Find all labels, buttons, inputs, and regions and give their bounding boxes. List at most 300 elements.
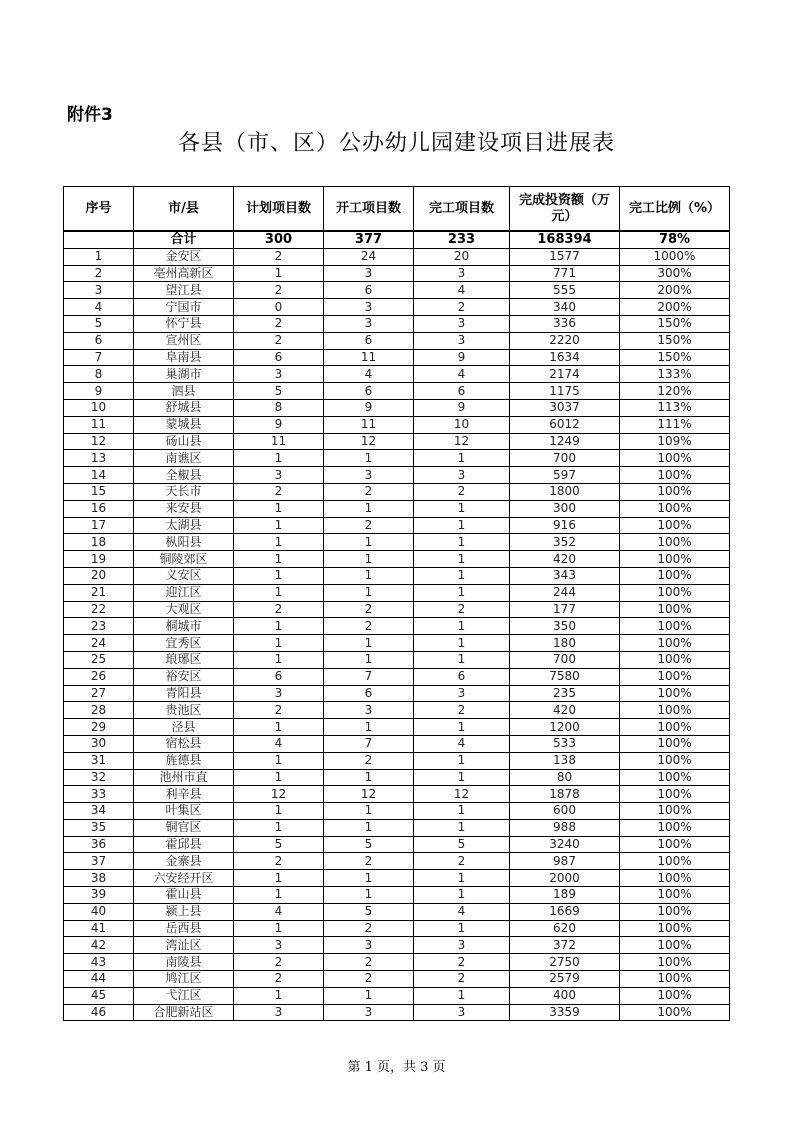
cell-planned: 1: [234, 450, 324, 467]
cell-planned: 2: [234, 282, 324, 299]
cell-ratio: 200%: [620, 282, 730, 299]
cell-county: 霍山县: [134, 887, 234, 904]
cell-started: 3: [324, 315, 414, 332]
cell-started: 9: [324, 399, 414, 416]
cell-started: 7: [324, 735, 414, 752]
table-row: [64, 332, 730, 349]
cell-completed: 1: [414, 752, 510, 769]
cell-investment: 1200: [510, 719, 620, 736]
cell-county: 太湖县: [134, 517, 234, 534]
cell-index: 30: [64, 735, 134, 752]
cell-investment: 1577: [510, 248, 620, 265]
cell-completed: 1: [414, 651, 510, 668]
header-index: 序号: [64, 187, 134, 232]
cell-ratio: 100%: [620, 450, 730, 467]
total-started: 377: [324, 231, 414, 248]
cell-started: 1: [324, 584, 414, 601]
cell-index: 11: [64, 416, 134, 433]
cell-index: 37: [64, 853, 134, 870]
cell-started: 1: [324, 635, 414, 652]
cell-index: 6: [64, 332, 134, 349]
cell-ratio: 100%: [620, 971, 730, 988]
cell-index: 1: [64, 248, 134, 265]
cell-completed: 1: [414, 920, 510, 937]
cell-planned: 4: [234, 735, 324, 752]
cell-ratio: 133%: [620, 366, 730, 383]
cell-planned: 4: [234, 903, 324, 920]
cell-index: 13: [64, 450, 134, 467]
cell-county: 泾县: [134, 719, 234, 736]
cell-completed: 10: [414, 416, 510, 433]
cell-ratio: 100%: [620, 954, 730, 971]
cell-index: 14: [64, 467, 134, 484]
cell-completed: 1: [414, 534, 510, 551]
cell-started: 1: [324, 887, 414, 904]
cell-index: 21: [64, 584, 134, 601]
cell-investment: 1634: [510, 349, 620, 366]
cell-planned: 3: [234, 467, 324, 484]
cell-investment: 700: [510, 651, 620, 668]
cell-started: 11: [324, 349, 414, 366]
cell-index: 33: [64, 786, 134, 803]
cell-planned: 2: [234, 601, 324, 618]
cell-ratio: 100%: [620, 903, 730, 920]
cell-started: 2: [324, 954, 414, 971]
cell-ratio: 100%: [620, 887, 730, 904]
cell-ratio: 109%: [620, 433, 730, 450]
cell-county: 颍上县: [134, 903, 234, 920]
cell-completed: 2: [414, 954, 510, 971]
header-county: 市/县: [134, 187, 234, 232]
cell-index: 17: [64, 517, 134, 534]
cell-completed: 3: [414, 265, 510, 282]
cell-county: 砀山县: [134, 433, 234, 450]
cell-county: 金安区: [134, 248, 234, 265]
cell-investment: 555: [510, 282, 620, 299]
cell-ratio: 100%: [620, 719, 730, 736]
cell-ratio: 100%: [620, 618, 730, 635]
cell-ratio: 100%: [620, 769, 730, 786]
cell-ratio: 100%: [620, 685, 730, 702]
cell-county: 霍邱县: [134, 836, 234, 853]
table-row: [64, 920, 730, 937]
cell-planned: 1: [234, 635, 324, 652]
total-completed: 233: [414, 231, 510, 248]
cell-planned: 1: [234, 819, 324, 836]
cell-ratio: 100%: [620, 803, 730, 820]
cell-ratio: 150%: [620, 332, 730, 349]
cell-planned: 2: [234, 702, 324, 719]
cell-planned: 2: [234, 248, 324, 265]
cell-ratio: 100%: [620, 635, 730, 652]
table-row: [64, 601, 730, 618]
cell-planned: 1: [234, 887, 324, 904]
cell-started: 3: [324, 467, 414, 484]
header-completed: 完工项目数: [414, 187, 510, 232]
cell-investment: 700: [510, 450, 620, 467]
cell-completed: 1: [414, 551, 510, 568]
cell-county: 湾沚区: [134, 937, 234, 954]
cell-completed: 1: [414, 819, 510, 836]
cell-completed: 4: [414, 903, 510, 920]
cell-completed: 4: [414, 366, 510, 383]
table-row: [64, 769, 730, 786]
cell-county: 迎江区: [134, 584, 234, 601]
cell-completed: 1: [414, 584, 510, 601]
cell-ratio: 100%: [620, 651, 730, 668]
cell-county: 鸠江区: [134, 971, 234, 988]
total-ratio: 78%: [620, 231, 730, 248]
cell-started: 1: [324, 987, 414, 1004]
cell-ratio: 100%: [620, 500, 730, 517]
cell-index: 35: [64, 819, 134, 836]
cell-index: 18: [64, 534, 134, 551]
cell-county: 六安经开区: [134, 870, 234, 887]
cell-county: 南谯区: [134, 450, 234, 467]
cell-county: 天长市: [134, 483, 234, 500]
cell-index: 23: [64, 618, 134, 635]
table-row: [64, 719, 730, 736]
cell-investment: 372: [510, 937, 620, 954]
cell-planned: 1: [234, 500, 324, 517]
cell-county: 亳州高新区: [134, 265, 234, 282]
cell-index: 29: [64, 719, 134, 736]
cell-index: 36: [64, 836, 134, 853]
cell-planned: 1: [234, 651, 324, 668]
cell-planned: 2: [234, 332, 324, 349]
cell-started: 5: [324, 836, 414, 853]
cell-investment: 2000: [510, 870, 620, 887]
cell-ratio: 100%: [620, 601, 730, 618]
cell-index: 24: [64, 635, 134, 652]
cell-started: 5: [324, 903, 414, 920]
cell-planned: 1: [234, 265, 324, 282]
cell-started: 2: [324, 517, 414, 534]
header-planned: 计划项目数: [234, 187, 324, 232]
cell-started: 3: [324, 1004, 414, 1021]
cell-ratio: 100%: [620, 819, 730, 836]
cell-index: 25: [64, 651, 134, 668]
cell-county: 蒙城县: [134, 416, 234, 433]
cell-planned: 11: [234, 433, 324, 450]
cell-completed: 1: [414, 635, 510, 652]
cell-county: 阜南县: [134, 349, 234, 366]
cell-investment: 2750: [510, 954, 620, 971]
table-row: [64, 467, 730, 484]
cell-ratio: 300%: [620, 265, 730, 282]
cell-investment: 350: [510, 618, 620, 635]
cell-planned: 1: [234, 517, 324, 534]
cell-planned: 3: [234, 937, 324, 954]
cell-ratio: 1000%: [620, 248, 730, 265]
cell-completed: 6: [414, 383, 510, 400]
cell-investment: 180: [510, 635, 620, 652]
table-row: [64, 685, 730, 702]
cell-planned: 3: [234, 366, 324, 383]
cell-planned: 1: [234, 803, 324, 820]
cell-investment: 352: [510, 534, 620, 551]
cell-started: 1: [324, 870, 414, 887]
cell-ratio: 100%: [620, 920, 730, 937]
cell-index: 40: [64, 903, 134, 920]
table-row: [64, 870, 730, 887]
cell-planned: 9: [234, 416, 324, 433]
cell-index: 28: [64, 702, 134, 719]
cell-ratio: 100%: [620, 534, 730, 551]
table-row: [64, 483, 730, 500]
cell-investment: 620: [510, 920, 620, 937]
cell-county: 叶集区: [134, 803, 234, 820]
table-row: [64, 635, 730, 652]
cell-ratio: 200%: [620, 299, 730, 316]
cell-started: 3: [324, 702, 414, 719]
cell-county: 宿松县: [134, 735, 234, 752]
cell-investment: 1878: [510, 786, 620, 803]
cell-investment: 533: [510, 735, 620, 752]
cell-ratio: 100%: [620, 735, 730, 752]
cell-investment: 189: [510, 887, 620, 904]
cell-index: 44: [64, 971, 134, 988]
page-title: 各县（市、区）公办幼儿园建设项目进展表: [177, 131, 615, 156]
cell-investment: 916: [510, 517, 620, 534]
table-row: [64, 668, 730, 685]
cell-completed: 12: [414, 786, 510, 803]
cell-investment: 6012: [510, 416, 620, 433]
cell-planned: 3: [234, 685, 324, 702]
cell-index: 3: [64, 282, 134, 299]
cell-ratio: 100%: [620, 567, 730, 584]
cell-index: 19: [64, 551, 134, 568]
cell-completed: 1: [414, 719, 510, 736]
table-row: [64, 551, 730, 568]
cell-county: 池州市直: [134, 769, 234, 786]
cell-ratio: 100%: [620, 987, 730, 1004]
cell-investment: 1175: [510, 383, 620, 400]
cell-completed: 3: [414, 332, 510, 349]
table-row: [64, 971, 730, 988]
cell-ratio: 100%: [620, 467, 730, 484]
cell-started: 2: [324, 618, 414, 635]
cell-investment: 235: [510, 685, 620, 702]
cell-index: 8: [64, 366, 134, 383]
cell-ratio: 113%: [620, 399, 730, 416]
table-row: [64, 248, 730, 265]
table-row: [64, 500, 730, 517]
cell-started: 12: [324, 786, 414, 803]
cell-ratio: 100%: [620, 551, 730, 568]
cell-ratio: 100%: [620, 752, 730, 769]
table-row: [64, 735, 730, 752]
cell-planned: 1: [234, 920, 324, 937]
table-row: [64, 702, 730, 719]
cell-started: 24: [324, 248, 414, 265]
table-row: [64, 517, 730, 534]
table-row: [64, 618, 730, 635]
cell-planned: 1: [234, 534, 324, 551]
cell-started: 6: [324, 383, 414, 400]
cell-started: 12: [324, 433, 414, 450]
cell-ratio: 100%: [620, 668, 730, 685]
table-row: [64, 937, 730, 954]
cell-county: 琅琊区: [134, 651, 234, 668]
table-row: [64, 299, 730, 316]
cell-ratio: 100%: [620, 836, 730, 853]
total-planned: 300: [234, 231, 324, 248]
cell-planned: 6: [234, 668, 324, 685]
cell-investment: 3037: [510, 399, 620, 416]
cell-planned: 2: [234, 971, 324, 988]
cell-county: 合肥新站区: [134, 1004, 234, 1021]
cell-planned: 3: [234, 1004, 324, 1021]
cell-index: 26: [64, 668, 134, 685]
cell-index: 27: [64, 685, 134, 702]
cell-completed: 3: [414, 937, 510, 954]
cell-completed: 1: [414, 500, 510, 517]
cell-index: 5: [64, 315, 134, 332]
cell-index: 22: [64, 601, 134, 618]
cell-index: 4: [64, 299, 134, 316]
cell-planned: 1: [234, 987, 324, 1004]
cell-planned: 2: [234, 483, 324, 500]
cell-county: 枞阳县: [134, 534, 234, 551]
cell-completed: 5: [414, 836, 510, 853]
attachment-label: 附件3: [67, 105, 113, 125]
cell-completed: 2: [414, 971, 510, 988]
cell-planned: 12: [234, 786, 324, 803]
table-row: [64, 1004, 730, 1021]
cell-planned: 1: [234, 719, 324, 736]
cell-completed: 1: [414, 803, 510, 820]
cell-investment: 771: [510, 265, 620, 282]
cell-started: 1: [324, 819, 414, 836]
cell-planned: 5: [234, 383, 324, 400]
cell-planned: 2: [234, 954, 324, 971]
cell-planned: 1: [234, 618, 324, 635]
cell-index: 12: [64, 433, 134, 450]
cell-investment: 600: [510, 803, 620, 820]
cell-index: 41: [64, 920, 134, 937]
cell-started: 1: [324, 567, 414, 584]
cell-started: 6: [324, 332, 414, 349]
cell-investment: 343: [510, 567, 620, 584]
cell-index: 32: [64, 769, 134, 786]
cell-county: 全椒县: [134, 467, 234, 484]
table-row: [64, 567, 730, 584]
cell-planned: 1: [234, 870, 324, 887]
cell-completed: 1: [414, 987, 510, 1004]
cell-started: 3: [324, 937, 414, 954]
cell-started: 3: [324, 299, 414, 316]
cell-index: 45: [64, 987, 134, 1004]
cell-completed: 2: [414, 853, 510, 870]
cell-investment: 1249: [510, 433, 620, 450]
cell-investment: 138: [510, 752, 620, 769]
cell-investment: 987: [510, 853, 620, 870]
table-row: [64, 584, 730, 601]
cell-started: 2: [324, 483, 414, 500]
cell-county: 弋江区: [134, 987, 234, 1004]
cell-county: 来安县: [134, 500, 234, 517]
cell-completed: 1: [414, 567, 510, 584]
cell-completed: 3: [414, 1004, 510, 1021]
cell-started: 2: [324, 752, 414, 769]
cell-investment: 597: [510, 467, 620, 484]
cell-county: 铜陵郊区: [134, 551, 234, 568]
table-row: [64, 315, 730, 332]
cell-completed: 20: [414, 248, 510, 265]
table-row: [64, 450, 730, 467]
cell-completed: 1: [414, 769, 510, 786]
cell-completed: 9: [414, 399, 510, 416]
cell-completed: 12: [414, 433, 510, 450]
cell-county: 利辛县: [134, 786, 234, 803]
cell-investment: 400: [510, 987, 620, 1004]
cell-investment: 340: [510, 299, 620, 316]
cell-county: 望江县: [134, 282, 234, 299]
table-row: [64, 819, 730, 836]
table-row: [64, 853, 730, 870]
table-row: [64, 903, 730, 920]
cell-completed: 4: [414, 735, 510, 752]
cell-ratio: 100%: [620, 483, 730, 500]
cell-index: 15: [64, 483, 134, 500]
total-row: [64, 231, 730, 248]
cell-investment: 244: [510, 584, 620, 601]
cell-completed: 1: [414, 887, 510, 904]
cell-planned: 6: [234, 349, 324, 366]
cell-investment: 2174: [510, 366, 620, 383]
progress-table: [63, 186, 730, 1021]
cell-completed: 3: [414, 685, 510, 702]
cell-investment: 3359: [510, 1004, 620, 1021]
table-row: [64, 534, 730, 551]
cell-investment: 80: [510, 769, 620, 786]
cell-started: 1: [324, 534, 414, 551]
table-header-row: [64, 187, 730, 232]
cell-completed: 4: [414, 282, 510, 299]
cell-ratio: 150%: [620, 349, 730, 366]
cell-county: 巢湖市: [134, 366, 234, 383]
cell-completed: 2: [414, 601, 510, 618]
cell-index: 7: [64, 349, 134, 366]
cell-county: 金寨县: [134, 853, 234, 870]
cell-investment: 420: [510, 702, 620, 719]
header-started: 开工项目数: [324, 187, 414, 232]
cell-ratio: 100%: [620, 853, 730, 870]
cell-started: 6: [324, 685, 414, 702]
cell-ratio: 100%: [620, 870, 730, 887]
cell-county: 裕安区: [134, 668, 234, 685]
cell-planned: 2: [234, 315, 324, 332]
table-row: [64, 803, 730, 820]
cell-county: 旌德县: [134, 752, 234, 769]
cell-county: 宜秀区: [134, 635, 234, 652]
table-row: [64, 366, 730, 383]
cell-index: 46: [64, 1004, 134, 1021]
cell-county: 岳西县: [134, 920, 234, 937]
cell-started: 1: [324, 500, 414, 517]
page-footer: 第 1 页，共 3 页: [347, 1060, 446, 1075]
cell-started: 4: [324, 366, 414, 383]
cell-ratio: 100%: [620, 517, 730, 534]
cell-county: 怀宁县: [134, 315, 234, 332]
cell-ratio: 100%: [620, 584, 730, 601]
cell-county: 贵池区: [134, 702, 234, 719]
cell-ratio: 100%: [620, 1004, 730, 1021]
cell-investment: 177: [510, 601, 620, 618]
cell-investment: 3240: [510, 836, 620, 853]
table-row: [64, 383, 730, 400]
